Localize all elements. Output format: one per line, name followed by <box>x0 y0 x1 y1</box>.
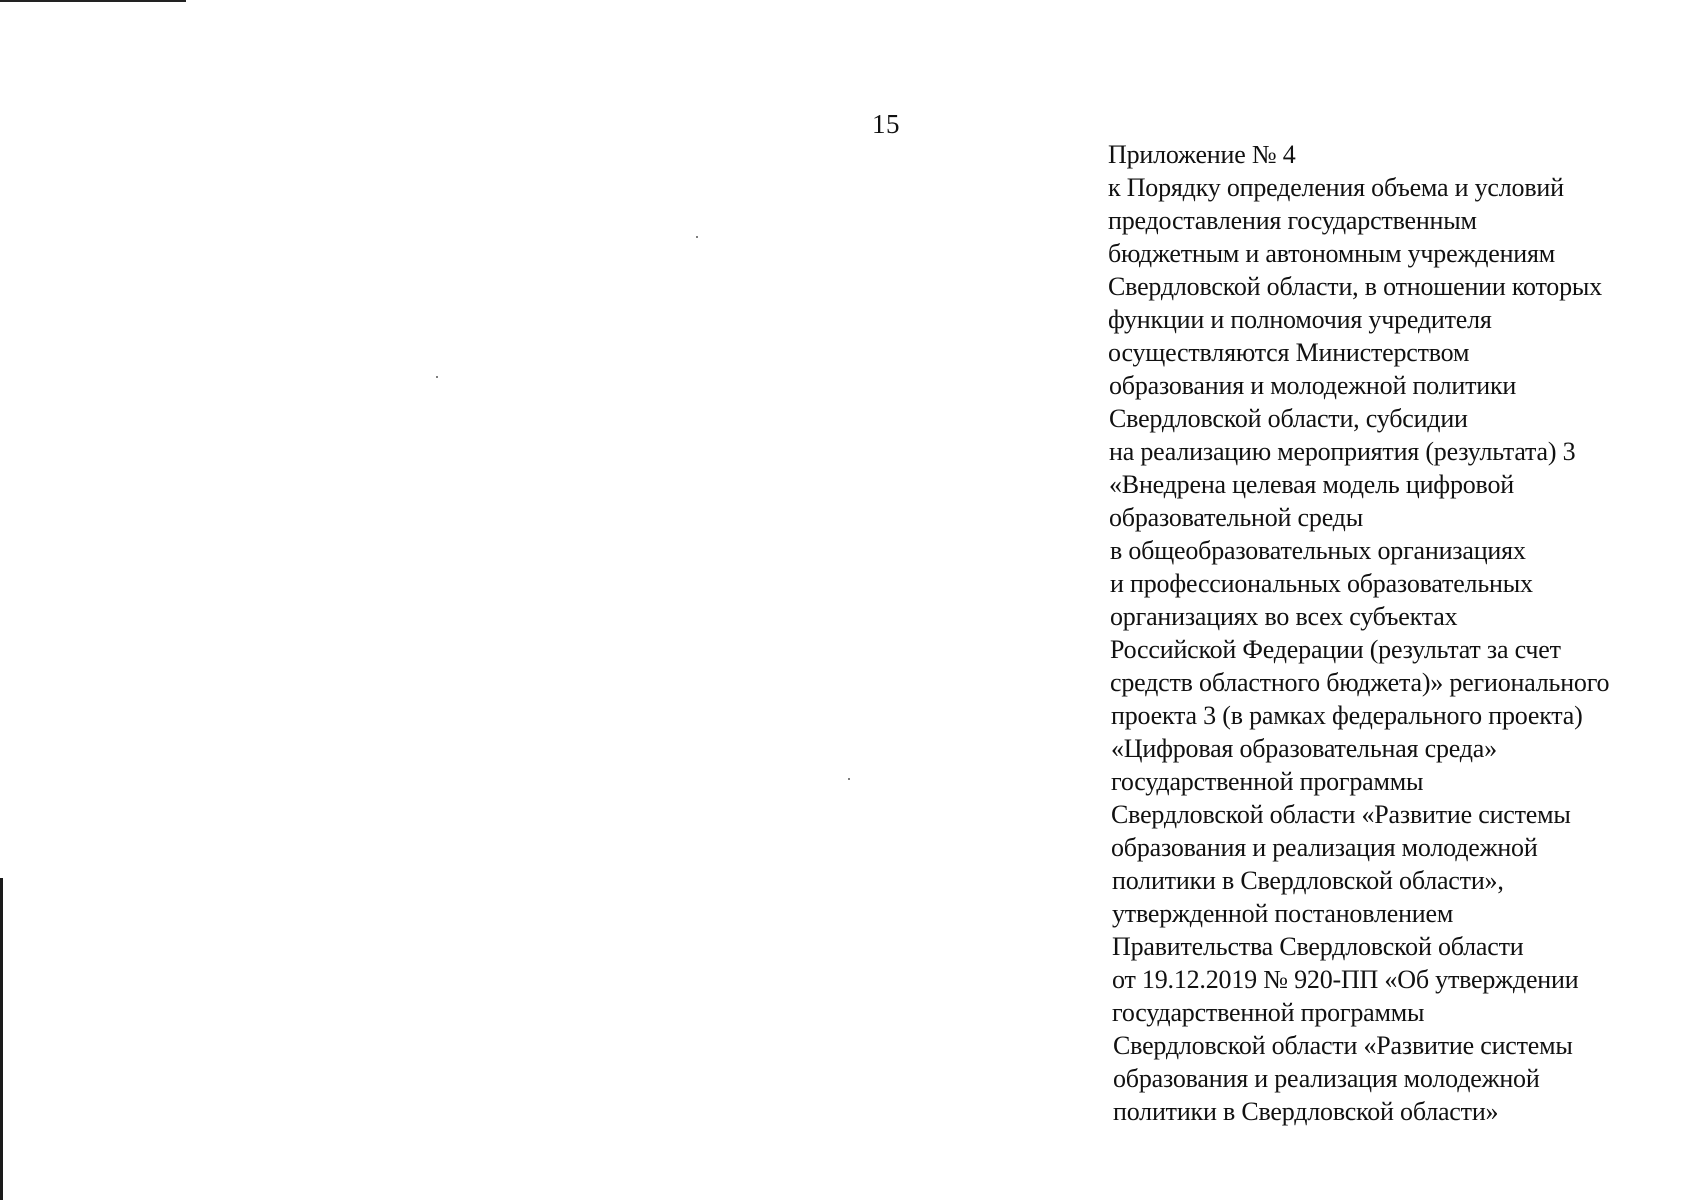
annex-line: в общеобразовательных организациях <box>1110 536 1526 565</box>
annex-line: Российской Федерации (результат за счет <box>1110 635 1561 664</box>
annex-line: на реализацию мероприятия (результата) 3 <box>1109 437 1576 466</box>
annex-line: осуществляются Министерством <box>1108 338 1470 367</box>
annex-line: государственной программы <box>1112 998 1425 1027</box>
scan-left-edge <box>0 878 3 1200</box>
annex-line: «Внедрена целевая модель цифровой <box>1109 470 1514 499</box>
annex-line: Свердловской области «Развитие системы <box>1111 800 1571 829</box>
scan-top-rule <box>0 0 186 2</box>
annex-line: образовательной среды <box>1109 503 1363 532</box>
annex-line: «Цифровая образовательная среда» <box>1111 734 1497 763</box>
annex-line: образования и реализация молодежной <box>1111 833 1538 862</box>
annex-line: к Порядку определения объема и условий <box>1108 173 1564 202</box>
annex-header-block <box>1108 138 1698 1128</box>
annex-line: организациях во всех субъектах <box>1110 602 1458 631</box>
annex-line: предоставления государственным <box>1108 206 1477 235</box>
scan-speck <box>436 376 438 378</box>
annex-line: образования и реализация молодежной <box>1113 1064 1540 1093</box>
annex-line: образования и молодежной политики <box>1109 371 1517 400</box>
scan-speck <box>848 778 850 780</box>
annex-line: Свердловской области, в отношении которых <box>1108 272 1602 301</box>
annex-line: от 19.12.2019 № 920-ПП «Об утверждении <box>1112 965 1579 994</box>
annex-line: политики в Свердловской области» <box>1113 1097 1499 1126</box>
annex-line: бюджетным и автономным учреждениям <box>1108 239 1556 268</box>
annex-line: Свердловской области «Развитие системы <box>1113 1031 1573 1060</box>
annex-line: утвержденной постановлением <box>1112 899 1454 928</box>
annex-line: проекта 3 (в рамках федерального проекта) <box>1111 701 1583 730</box>
scan-speck <box>696 236 698 238</box>
annex-line: политики в Свердловской области», <box>1112 866 1504 895</box>
annex-line: Приложение № 4 <box>1108 140 1296 169</box>
annex-line: Правительства Свердловской области <box>1112 932 1524 961</box>
annex-line: Свердловской области, субсидии <box>1109 404 1468 433</box>
annex-line: государственной программы <box>1111 767 1424 796</box>
annex-line: средств областного бюджета)» регионального <box>1110 668 1610 697</box>
annex-line: и профессиональных образовательных <box>1110 569 1533 598</box>
annex-line: функции и полномочия учредителя <box>1108 305 1492 334</box>
page-number: 15 <box>872 109 900 139</box>
